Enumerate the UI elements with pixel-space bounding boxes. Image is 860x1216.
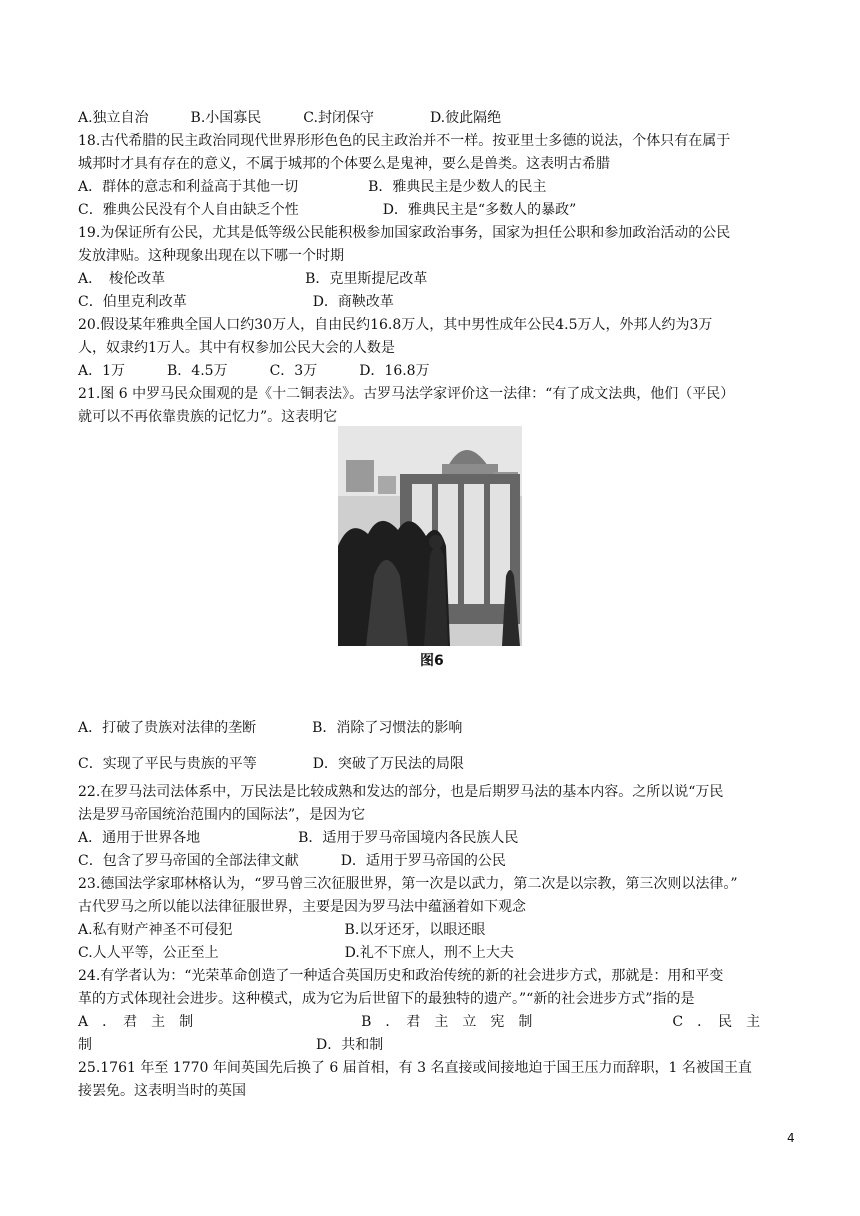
question-22-line-2: 法是罗马帝国统治范围内的国际法”，是因为它 xyxy=(78,807,366,823)
question-24-options-d: 制 D．共和制 xyxy=(78,1037,384,1053)
question-25-line-2: 接罢免。这表明当时的英国 xyxy=(78,1083,246,1099)
question-25-line-1: 25.1761 年至 1770 年间英国先后换了 6 届首相，有 3 名直接或间接地迫于国王压力而辞职，1 名被国王直 xyxy=(78,1060,752,1076)
question-18-options-ab: A．群体的意志和利益高于其他一切 B．雅典民主是少数人的民主 xyxy=(78,179,547,195)
question-18-options-cd: C．雅典公民没有个人自由缺乏个性 D．雅典民主是“多数人的暴政” xyxy=(78,202,577,218)
question-19-line-2: 发放津贴。这种现象出现在以下哪一个时期 xyxy=(78,248,344,264)
figure-caption: 图6 xyxy=(420,653,444,669)
question-20-line-1: 20.假设某年雅典全国人口约30万人，自由民约16.8万人，其中男性成年公民4.5万人，外邦人约为3万 xyxy=(78,317,713,333)
option-line-17: A.独立自治 B.小国寡民 C.封闭保守 D.彼此隔绝 xyxy=(78,110,502,126)
question-23-line-1: 23.德国法学家耶林格认为，“罗马曾三次征服世界，第一次是以武力，第二次是以宗教，第三次则以法律。” xyxy=(78,876,738,892)
question-22-line-1: 22.在罗马法司法体系中，万民法是比较成熟和发达的部分，也是后期罗马法的基本内容。之所以说“万民 xyxy=(78,784,724,800)
question-22-options-cd: C．包含了罗马帝国的全部法律文献 D．适用于罗马帝国的公民 xyxy=(78,853,506,869)
question-19-options-ab: A． 梭伦改革 B．克里斯提尼改革 xyxy=(78,271,428,287)
roman-crowd-twelve-tables-image xyxy=(338,426,522,646)
question-23-options-cd: C.人人平等，公正至上 D.礼不下庶人，刑不上大夫 xyxy=(78,945,514,961)
question-18-line-1: 18.古代希腊的民主政治同现代世界形形色色的民主政治并不一样。按亚里士多德的说法，个体只有在属于 xyxy=(78,133,731,149)
question-20-options: A．1万 B．4.5万 C．3万 D．16.8万 xyxy=(78,363,430,379)
page-number: 4 xyxy=(787,1131,795,1145)
question-19-line-1: 19.为保证所有公民，尤其是低等级公民能积极参加国家政治事务，国家为担任公职和参加政治活动的公民 xyxy=(78,225,731,241)
question-23-line-2: 古代罗马之所以能以法律征服世界，主要是因为罗马法中蕴涵着如下观念 xyxy=(78,899,526,915)
question-22-options-ab: A．通用于世界各地 B．适用于罗马帝国境内各民族人民 xyxy=(78,830,519,846)
question-18-line-2: 城邦时才具有存在的意义，不属于城邦的个体要么是鬼神，要么是兽类。这表明古希腊 xyxy=(78,156,610,172)
question-19-options-cd: C．伯里克利改革 D．商鞅改革 xyxy=(78,294,394,310)
question-24-line-2: 革的方式体现社会进步。这种模式，成为它为后世留下的最独特的遗产。”“新的社会进步方式”指的是 xyxy=(78,991,695,1007)
question-21-line-1: 21.图 6 中罗马民众围观的是《十二铜表法》。古罗马法学家评价这一法律：“有了成文法典，他们（平民） xyxy=(78,386,735,402)
question-24-line-1: 24.有学者认为：“光荣革命创造了一种适合英国历史和政治传统的新的社会进步方式，那就是：用和平变 xyxy=(78,968,724,984)
question-21-options-cd: C．实现了平民与贵族的平等 D．突破了万民法的局限 xyxy=(78,756,464,772)
question-23-options-ab: A.私有财产神圣不可侵犯 B.以牙还牙，以眼还眼 xyxy=(78,922,486,938)
question-21-line-2: 就可以不再依靠贵族的记忆力”。这表明它 xyxy=(78,409,338,425)
question-24-options-abc: A ． 君 主 制 B ． 君 主 立 宪 制 C ． 民 主 xyxy=(78,1014,761,1030)
question-20-line-2: 人，奴隶约1万人。其中有权参加公民大会的人数是 xyxy=(78,340,395,356)
question-21-options-ab: A．打破了贵族对法律的垄断 B．消除了习惯法的影响 xyxy=(78,720,463,736)
